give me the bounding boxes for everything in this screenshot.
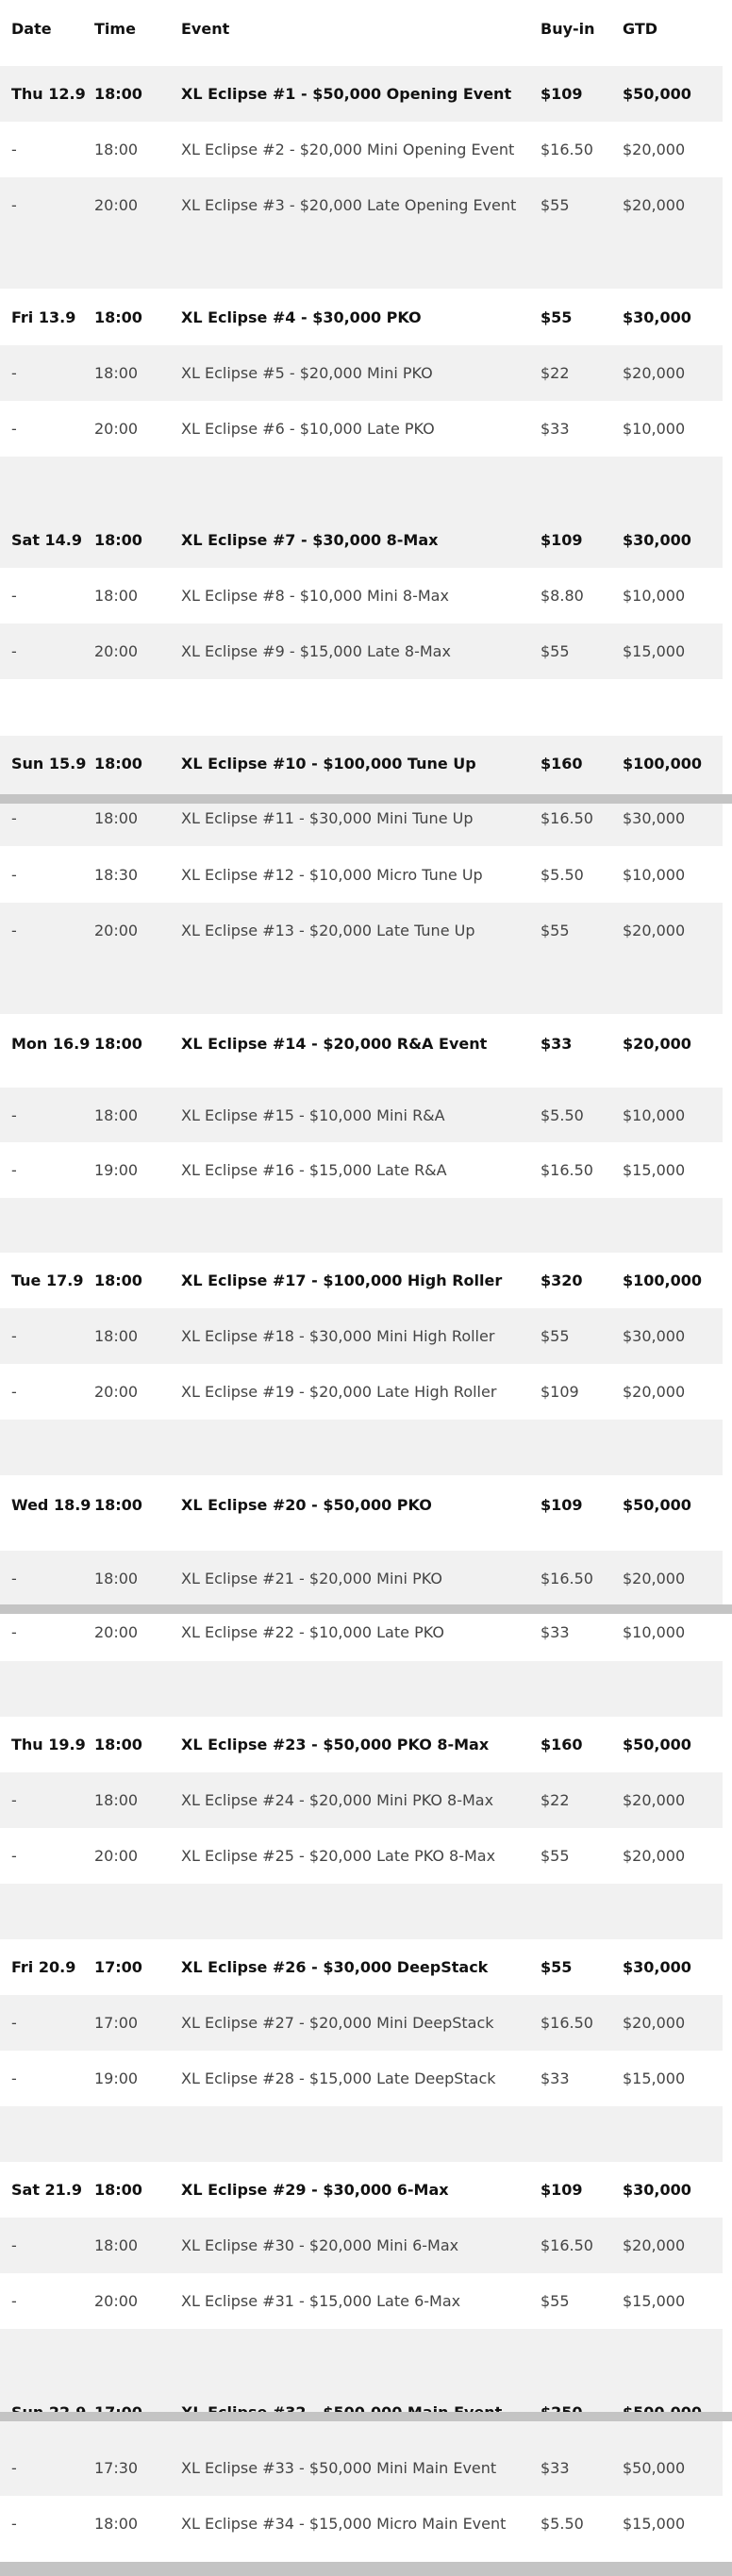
table-row — [0, 2162, 723, 2218]
cell-date: - — [11, 1570, 17, 1587]
cell-event: XL Eclipse #22 - $10,000 Late PKO — [181, 1623, 444, 1641]
cell-gtd: $10,000 — [623, 587, 686, 605]
row-spacer — [0, 233, 723, 289]
row-spacer — [0, 2329, 723, 2385]
cell-event: XL Eclipse #27 - $20,000 Mini DeepStack — [181, 2014, 494, 2032]
table-row — [0, 623, 723, 679]
table-row — [0, 66, 723, 122]
cell-event: XL Eclipse #4 - $30,000 PKO — [181, 308, 422, 326]
cell-buyin: $16.50 — [541, 1161, 593, 1179]
row-spacer — [0, 1884, 723, 1939]
table-row — [0, 1364, 723, 1420]
cell-time: 18:00 — [94, 755, 142, 773]
cell-buyin: $16.50 — [541, 141, 593, 158]
header-buyin: Buy-in — [541, 20, 595, 38]
cell-event: XL Eclipse #12 - $10,000 Micro Tune Up — [181, 866, 483, 884]
cell-event: XL Eclipse #1 - $50,000 Opening Event — [181, 85, 512, 103]
cell-buyin: $16.50 — [541, 2236, 593, 2254]
cell-time: 17:30 — [94, 2459, 139, 2477]
cell-time: 18:00 — [94, 2181, 142, 2199]
section-divider — [0, 1604, 732, 1614]
cell-gtd: $15,000 — [623, 642, 686, 660]
cell-event: XL Eclipse #25 - $20,000 Late PKO 8-Max — [181, 1847, 496, 1865]
cell-date: - — [11, 141, 17, 158]
cell-gtd: $100,000 — [623, 755, 703, 773]
cell-date: - — [11, 1791, 17, 1809]
cell-time: 18:00 — [94, 1496, 142, 1514]
cell-buyin: $8.80 — [541, 587, 584, 605]
table-row — [0, 1551, 723, 1606]
cell-event: XL Eclipse #26 - $30,000 DeepStack — [181, 1958, 489, 1976]
cell-gtd: $15,000 — [623, 2292, 686, 2310]
table-row — [0, 2496, 723, 2551]
cell-buyin: $55 — [541, 642, 570, 660]
cell-event: XL Eclipse #17 - $100,000 High Roller — [181, 1271, 503, 1289]
table-row — [0, 1995, 723, 2051]
cell-gtd: $50,000 — [623, 1496, 691, 1514]
cell-date: - — [11, 1383, 17, 1401]
section-divider — [0, 794, 732, 804]
table-row — [0, 290, 723, 345]
cell-time: 18:00 — [94, 2236, 139, 2254]
cell-event: XL Eclipse #23 - $50,000 PKO 8-Max — [181, 1736, 490, 1753]
cell-buyin: $55 — [541, 1958, 573, 1976]
cell-time: 18:00 — [94, 308, 142, 326]
cell-buyin: $109 — [541, 85, 583, 103]
table-row — [0, 2440, 723, 2496]
cell-event: XL Eclipse #19 - $20,000 Late High Roller — [181, 1383, 497, 1401]
cell-buyin: $33 — [541, 1623, 570, 1641]
cell-event: XL Eclipse #30 - $20,000 Mini 6-Max — [181, 2236, 459, 2254]
cell-buyin: $5.50 — [541, 866, 584, 884]
cell-date: - — [11, 2459, 17, 2477]
cell-time: 18:00 — [94, 141, 139, 158]
cell-buyin: $109 — [541, 531, 583, 549]
cell-date: Fri 13.9 — [11, 308, 76, 326]
cell-time: 18:00 — [94, 587, 139, 605]
cell-event: XL Eclipse #28 - $15,000 Late DeepStack — [181, 2069, 496, 2087]
cell-gtd: $20,000 — [623, 2014, 686, 2032]
table-row — [0, 1253, 723, 1308]
cell-buyin: $16.50 — [541, 809, 593, 827]
table-row — [0, 903, 723, 958]
table-row — [0, 345, 723, 401]
cell-gtd: $10,000 — [623, 866, 686, 884]
cell-buyin: $5.50 — [541, 1106, 584, 1124]
cell-event: XL Eclipse #33 - $50,000 Mini Main Event — [181, 2459, 497, 2477]
cell-date: Tue 17.9 — [11, 1271, 84, 1289]
table-row — [0, 736, 723, 791]
table-row — [0, 1939, 723, 1995]
cell-gtd: $10,000 — [623, 420, 686, 438]
cell-buyin: $33 — [541, 420, 570, 438]
cell-buyin: $109 — [541, 2181, 583, 2199]
table-row — [0, 847, 723, 903]
table-row — [0, 1717, 723, 1772]
cell-time: 19:00 — [94, 2069, 139, 2087]
table-row — [0, 401, 723, 457]
cell-buyin: $55 — [541, 922, 570, 939]
cell-buyin: $33 — [541, 2459, 570, 2477]
cell-time: 18:00 — [94, 1736, 142, 1753]
cell-gtd: $30,000 — [623, 2181, 691, 2199]
cell-time: 20:00 — [94, 1847, 139, 1865]
cell-event: XL Eclipse #11 - $30,000 Mini Tune Up — [181, 809, 474, 827]
header-date: Date — [11, 20, 52, 38]
cell-event: XL Eclipse #20 - $50,000 PKO — [181, 1496, 432, 1514]
cell-buyin: $22 — [541, 364, 570, 382]
cell-buyin: $55 — [541, 196, 570, 214]
cell-event: XL Eclipse #10 - $100,000 Tune Up — [181, 755, 476, 773]
cell-buyin: $16.50 — [541, 1570, 593, 1587]
table-row — [0, 1475, 723, 1551]
cell-date: Mon 16.9 — [11, 1035, 91, 1053]
cell-gtd: $20,000 — [623, 1035, 691, 1053]
cell-date: - — [11, 587, 17, 605]
cell-date: - — [11, 1327, 17, 1345]
header-gtd: GTD — [623, 20, 658, 38]
cell-date: Sat 21.9 — [11, 2181, 83, 2199]
table-row — [0, 1308, 723, 1364]
cell-event: XL Eclipse #24 - $20,000 Mini PKO 8-Max — [181, 1791, 494, 1809]
cell-gtd: $50,000 — [623, 85, 691, 103]
cell-gtd: $20,000 — [623, 1847, 686, 1865]
cell-gtd: $20,000 — [623, 1791, 686, 1809]
cell-date: - — [11, 2292, 17, 2310]
cell-date: - — [11, 364, 17, 382]
row-spacer — [0, 457, 723, 512]
cell-time: 18:00 — [94, 1327, 139, 1345]
cell-gtd: $20,000 — [623, 1383, 686, 1401]
cell-event: XL Eclipse #9 - $15,000 Late 8-Max — [181, 642, 451, 660]
cell-time: 18:00 — [94, 1035, 142, 1053]
cell-buyin: $160 — [541, 1736, 583, 1753]
cell-buyin: $55 — [541, 1847, 570, 1865]
cell-buyin: $16.50 — [541, 2014, 593, 2032]
cell-time: 18:00 — [94, 85, 142, 103]
cell-date: - — [11, 420, 17, 438]
cell-gtd: $15,000 — [623, 2515, 686, 2533]
table-row — [0, 1088, 723, 1143]
cell-event: XL Eclipse #2 - $20,000 Mini Opening Event — [181, 141, 515, 158]
header-event: Event — [181, 20, 230, 38]
cell-time: 20:00 — [94, 420, 139, 438]
cell-buyin: $33 — [541, 1035, 573, 1053]
cell-date: Fri 20.9 — [11, 1958, 76, 1976]
row-spacer — [0, 958, 723, 1014]
cell-buyin: $109 — [541, 1383, 579, 1401]
cell-buyin: $22 — [541, 1791, 570, 1809]
table-row — [0, 568, 723, 623]
cell-time: 18:00 — [94, 1791, 139, 1809]
cell-date: - — [11, 1623, 17, 1641]
cell-gtd: $10,000 — [623, 1106, 686, 1124]
cell-date: - — [11, 809, 17, 827]
cell-date: - — [11, 866, 17, 884]
row-spacer — [0, 1198, 723, 1254]
table-row — [0, 1142, 723, 1198]
cell-gtd: $20,000 — [623, 922, 686, 939]
cell-time: 20:00 — [94, 196, 139, 214]
cell-gtd: $50,000 — [623, 1736, 691, 1753]
cell-time: 20:00 — [94, 642, 139, 660]
cell-time: 20:00 — [94, 1623, 139, 1641]
cell-time: 17:00 — [94, 1958, 142, 1976]
cell-event: XL Eclipse #3 - $20,000 Late Opening Event — [181, 196, 517, 214]
cell-event: XL Eclipse #29 - $30,000 6-Max — [181, 2181, 449, 2199]
cell-date: Wed 18.9 — [11, 1496, 92, 1514]
cell-time: 18:30 — [94, 866, 139, 884]
cell-gtd: $20,000 — [623, 1570, 686, 1587]
row-spacer — [0, 1661, 723, 1717]
cell-time: 18:00 — [94, 809, 139, 827]
cell-date: Sat 14.9 — [11, 531, 83, 549]
table-row — [0, 512, 723, 568]
cell-time: 20:00 — [94, 922, 139, 939]
cell-date: - — [11, 1106, 17, 1124]
cell-event: XL Eclipse #7 - $30,000 8-Max — [181, 531, 439, 549]
cell-time: 18:00 — [94, 1570, 139, 1587]
header-time: Time — [94, 20, 136, 38]
cell-event: XL Eclipse #16 - $15,000 Late R&A — [181, 1161, 447, 1179]
cell-gtd: $30,000 — [623, 809, 686, 827]
cell-buyin: $109 — [541, 1496, 583, 1514]
cell-date: - — [11, 1161, 17, 1179]
cell-time: 17:00 — [94, 2014, 139, 2032]
cell-gtd: $30,000 — [623, 308, 691, 326]
cell-gtd: $15,000 — [623, 2069, 686, 2087]
cell-gtd: $100,000 — [623, 1271, 703, 1289]
cell-gtd: $30,000 — [623, 1327, 686, 1345]
section-divider — [0, 2412, 732, 2421]
cell-gtd: $50,000 — [623, 2459, 686, 2477]
cell-buyin: $55 — [541, 2292, 570, 2310]
cell-date: - — [11, 1847, 17, 1865]
table-row — [0, 2218, 723, 2273]
cell-event: XL Eclipse #15 - $10,000 Mini R&A — [181, 1106, 445, 1124]
cell-date: Sun 15.9 — [11, 755, 87, 773]
table-row — [0, 177, 723, 233]
cell-event: XL Eclipse #18 - $30,000 Mini High Roller — [181, 1327, 495, 1345]
cell-gtd: $30,000 — [623, 1958, 691, 1976]
cell-event: XL Eclipse #5 - $20,000 Mini PKO — [181, 364, 433, 382]
table-row — [0, 2273, 723, 2329]
cell-buyin: $320 — [541, 1271, 583, 1289]
cell-event: XL Eclipse #21 - $20,000 Mini PKO — [181, 1570, 442, 1587]
cell-event: XL Eclipse #14 - $20,000 R&A Event — [181, 1035, 488, 1053]
cell-event: XL Eclipse #13 - $20,000 Late Tune Up — [181, 922, 475, 939]
cell-gtd: $20,000 — [623, 364, 686, 382]
cell-date: - — [11, 2515, 17, 2533]
cell-buyin: $160 — [541, 755, 583, 773]
cell-gtd: $20,000 — [623, 141, 686, 158]
cell-event: XL Eclipse #8 - $10,000 Mini 8-Max — [181, 587, 449, 605]
table-row — [0, 1772, 723, 1828]
section-divider — [0, 2562, 732, 2576]
cell-gtd: $20,000 — [623, 2236, 686, 2254]
cell-date: - — [11, 2014, 17, 2032]
cell-time: 20:00 — [94, 2292, 139, 2310]
cell-date: - — [11, 2236, 17, 2254]
cell-event: XL Eclipse #31 - $15,000 Late 6-Max — [181, 2292, 461, 2310]
cell-gtd: $20,000 — [623, 196, 686, 214]
cell-gtd: $10,000 — [623, 1623, 686, 1641]
cell-time: 20:00 — [94, 1383, 139, 1401]
cell-event: XL Eclipse #6 - $10,000 Late PKO — [181, 420, 435, 438]
cell-date: - — [11, 922, 17, 939]
table-row — [0, 2051, 723, 2106]
cell-event: XL Eclipse #34 - $15,000 Micro Main Event — [181, 2515, 507, 2533]
row-spacer — [0, 1420, 723, 1475]
cell-time: 18:00 — [94, 531, 142, 549]
cell-buyin: $33 — [541, 2069, 570, 2087]
cell-date: - — [11, 2069, 17, 2087]
row-spacer — [0, 2106, 723, 2162]
cell-buyin: $55 — [541, 308, 573, 326]
cell-time: 19:00 — [94, 1161, 139, 1179]
cell-gtd: $30,000 — [623, 531, 691, 549]
cell-date: Thu 12.9 — [11, 85, 86, 103]
cell-time: 18:00 — [94, 1106, 139, 1124]
cell-buyin: $55 — [541, 1327, 570, 1345]
cell-date: - — [11, 196, 17, 214]
cell-time: 18:00 — [94, 2515, 139, 2533]
table-header — [0, 0, 723, 56]
table-row — [0, 122, 723, 177]
cell-date: Thu 19.9 — [11, 1736, 86, 1753]
cell-buyin: $5.50 — [541, 2515, 584, 2533]
cell-time: 18:00 — [94, 364, 139, 382]
cell-date: - — [11, 642, 17, 660]
cell-gtd: $15,000 — [623, 1161, 686, 1179]
cell-time: 18:00 — [94, 1271, 142, 1289]
table-row — [0, 1828, 723, 1884]
table-row — [0, 1014, 723, 1089]
